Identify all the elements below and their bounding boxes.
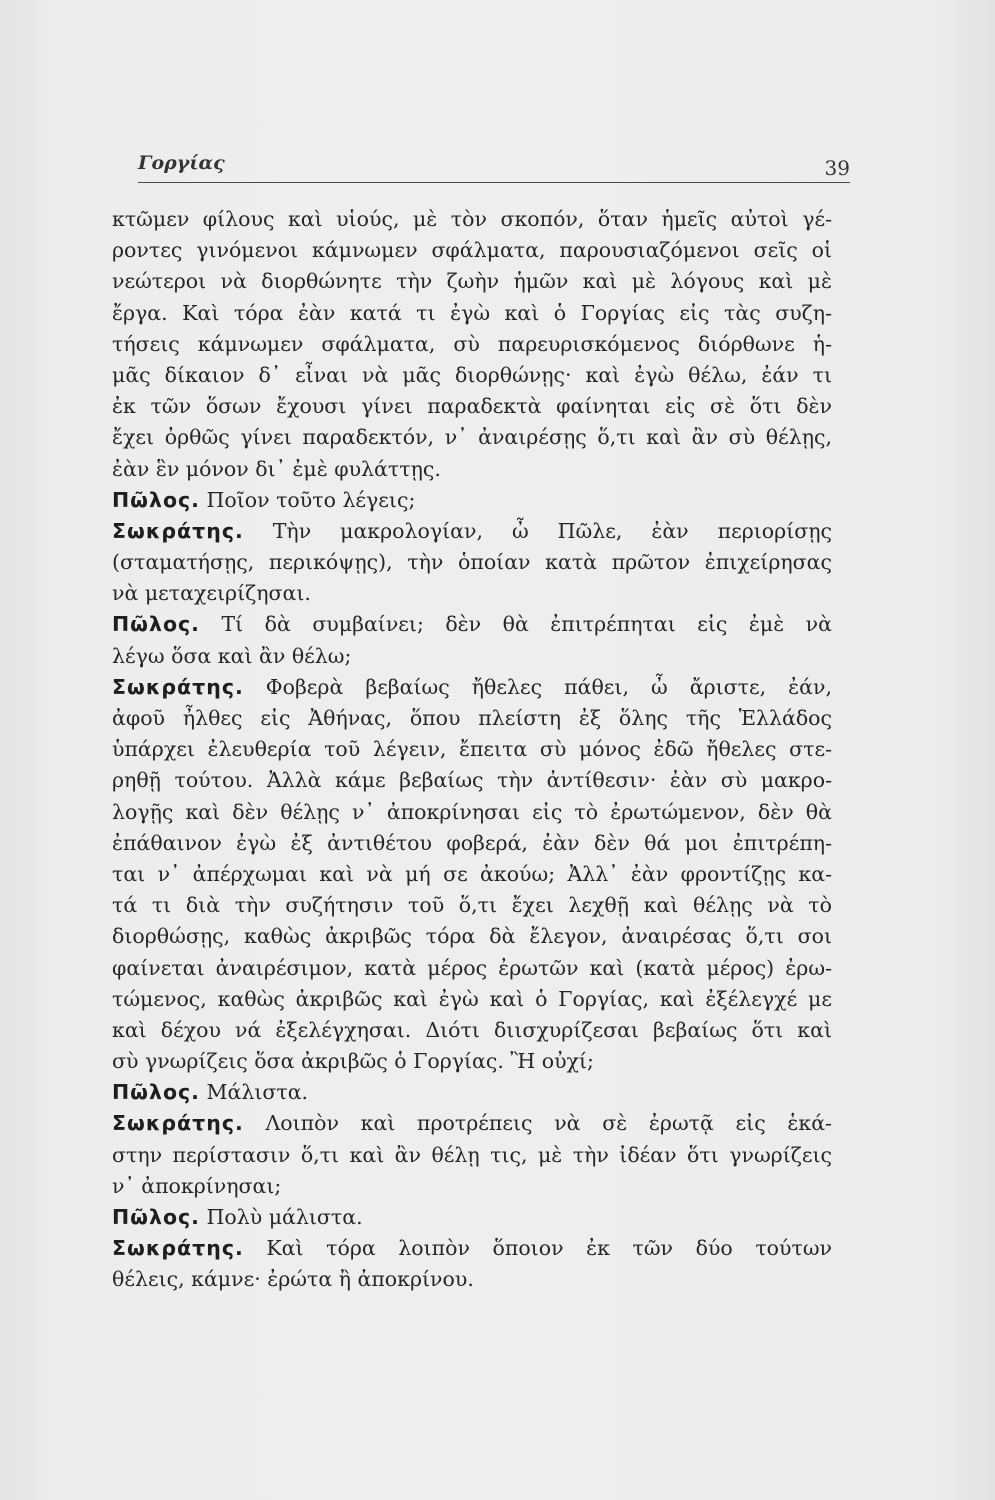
line-text: Πολὺ μάλιστα. [206,1205,363,1229]
text-line [112,703,832,734]
text-line [112,921,832,952]
text-line [112,1015,832,1046]
text-line [112,454,832,485]
speaker-name: Πῶλος. [112,487,200,512]
line-text: (σταματήσῃς, περικόψῃς), τὴν ὁποίαν κατὰ πρῶτον ἐπιχείρησας [112,550,832,575]
line-text: λέγω ὅσα καὶ ἂν θέλω; [112,643,352,668]
text-line [112,235,832,266]
text-line [112,641,832,672]
line-text: τώμενος, καθὼς ἀκριβῶς καὶ ἐγὼ καὶ ὁ Γοργίας, καὶ ἐξέλεγχέ με [112,986,832,1011]
running-title: Γοργίας [138,152,225,174]
line-text: Λοιπὸν καὶ προτρέπεις νὰ σὲ ἐρωτᾷ εἰς ἑκά- [265,1111,832,1136]
line-text: ἀφοῦ ἦλθες εἰς Ἀθήνας, ὅπου πλείστη ἐξ ὅλης τῆς Ἑλλάδος [112,706,832,730]
text-line [112,329,832,360]
text-line [112,734,832,765]
speaker-line [112,1233,832,1264]
speaker-line [112,1077,832,1108]
line-text: τά τι διὰ τὴν συζήτησιν τοῦ ὅ,τι ἔχει λεχθῇ καὶ θέλῃς νὰ τὸ [112,893,832,918]
speaker-name: Πῶλος. [112,1080,200,1105]
text-line [112,1264,832,1295]
speaker-name: Πῶλος. [112,612,200,637]
speaker-name: Σωκράτης. [112,1111,244,1136]
speaker-line [112,1202,832,1233]
line-text: διορθώσῃς, καθὼς ἀκριβῶς τόρα δὰ ἔλεγον, ἀναιρέσας ὅ,τι σοι [112,924,832,949]
speaker-line [112,516,832,547]
line-text: Φοβερὰ βεβαίως ἤθελες πάθει, ὦ ἄριστε, ἐάν, [265,674,832,699]
text-line [112,266,832,297]
line-text: νεώτεροι νὰ διορθώνητε τὴν ζωὴν ἡμῶν καὶ μὲ λόγους καὶ μὲ [112,269,832,294]
line-text: Μάλιστα. [206,1080,309,1105]
speaker-name: Σωκράτης. [112,518,244,543]
line-text: ται ν᾽ ἀπέρχωμαι καὶ νὰ μή σε ἀκούω; Ἀλλ᾽ ἐὰν φροντίζῃς κα- [112,861,832,886]
line-text: τήσεις κάμνωμεν σφάλματα, σὺ παρευρισκόμενος διόρθωνε ἡ- [112,331,832,356]
text-line [112,1171,832,1202]
dialogue-text [112,204,832,1296]
text-line [112,859,832,890]
line-text: κτῶμεν φίλους καὶ υἱούς, μὲ τὸν σκοπόν, ὅταν ἡμεῖς αὐτοὶ γέ- [112,207,832,231]
text-line [112,391,832,422]
text-line [112,298,832,329]
line-text: ἐπάθαινον ἐγὼ ἐξ ἀντιθέτου φοβερά, ἐὰν δὲν θά μοι ἐπιτρέπη- [112,830,832,855]
line-text: ὑπάρχει ἐλευθερία τοῦ λέγειν, ἔπειτα σὺ μόνος ἐδῶ ἤθελες στε- [112,737,832,762]
line-text: σὺ γνωρίζεις ὅσα ἀκριβῶς ὁ Γοργίας. Ἢ οὐχί; [112,1049,594,1074]
text-line [112,953,832,984]
text-line [112,984,832,1015]
text-line [112,828,832,859]
speaker-line [112,672,832,703]
line-text: ρηθῇ τούτου. Ἀλλὰ κάμε βεβαίως τὴν ἀντίθεσιν· ἐὰν σὺ μακρο- [112,768,832,793]
line-text: ἔχει ὀρθῶς γίνει παραδεκτόν, ν᾽ ἀναιρέσῃς ὅ,τι καὶ ἂν σὺ θέλῃς, [112,425,832,450]
line-text: θέλεις, κάμνε· ἐρώτα ἢ ἀποκρίνου. [112,1267,474,1292]
speaker-name: Σωκράτης. [112,1236,244,1261]
line-text: ροντες γινόμενοι κάμνωμεν σφάλματα, παρουσιαζόμενοι σεῖς οἱ [112,238,832,263]
text-line [112,765,832,796]
speaker-name: Σωκράτης. [112,674,244,699]
line-text: Τὴν μακρολογίαν, ὦ Πῶλε, ἐὰν περιορίσῃς [272,518,832,543]
speaker-name: Πῶλος. [112,1205,200,1229]
line-text: λογῇς καὶ δὲν θέλῃς ν᾽ ἀποκρίνησαι εἰς τὸ ἐρωτώμενον, δὲν θὰ [112,799,832,824]
speaker-line [112,609,832,640]
page-number: 39 [824,156,850,180]
text-line [112,547,832,578]
text-line [112,360,832,391]
line-text: ἔργα. Καὶ τόρα ἐὰν κατά τι ἐγὼ καὶ ὁ Γοργίας εἰς τὰς συζη- [112,300,832,325]
speaker-line [112,485,832,516]
text-line [112,890,832,921]
text-line [112,797,832,828]
page-header [138,146,850,183]
line-text: ἐκ τῶν ὅσων ἔχουσι γίνει παραδεκτὰ φαίνηται εἰς σὲ ὅτι δὲν [112,394,832,419]
line-text: νὰ μεταχειρίζησαι. [112,581,311,606]
line-text: φαίνεται ἀναιρέσιμον, κατὰ μέρος ἐρωτῶν καὶ (κατὰ μέρος) ἐρω- [112,955,832,980]
line-text: καὶ δέχου νά ἐξελέγχησαι. Διότι διισχυρίζεσαι βεβαίως ὅτι καὶ [112,1017,832,1042]
text-line [112,578,832,609]
line-text: μᾶς δίκαιον δ᾽ εἶναι νὰ μᾶς διορθώνῃς· καὶ ἐγὼ θέλω, ἐάν τι [112,362,832,387]
line-text: ἐὰν ἓν μόνον δι᾽ ἐμὲ φυλάττῃς. [112,456,441,481]
line-text: στην περίστασιν ὅ,τι καὶ ἂν θέλῃ τις, μὲ τὴν ἰδέαν ὅτι γνωρίζεις [112,1142,832,1167]
speaker-line [112,1108,832,1139]
text-line [112,1140,832,1171]
text-line [112,1046,832,1077]
text-line [112,422,832,453]
line-text: ν᾽ ἀποκρίνησαι; [112,1173,282,1198]
line-text: Τί δὰ συμβαίνει; δὲν θὰ ἐπιτρέπηται εἰς ἐμὲ νὰ [221,612,832,637]
line-text: Καὶ τόρα λοιπὸν ὅποιον ἐκ τῶν δύο τούτων [266,1236,832,1261]
text-line [112,204,832,235]
line-text: Ποῖον τοῦτο λέγεις; [206,487,416,512]
